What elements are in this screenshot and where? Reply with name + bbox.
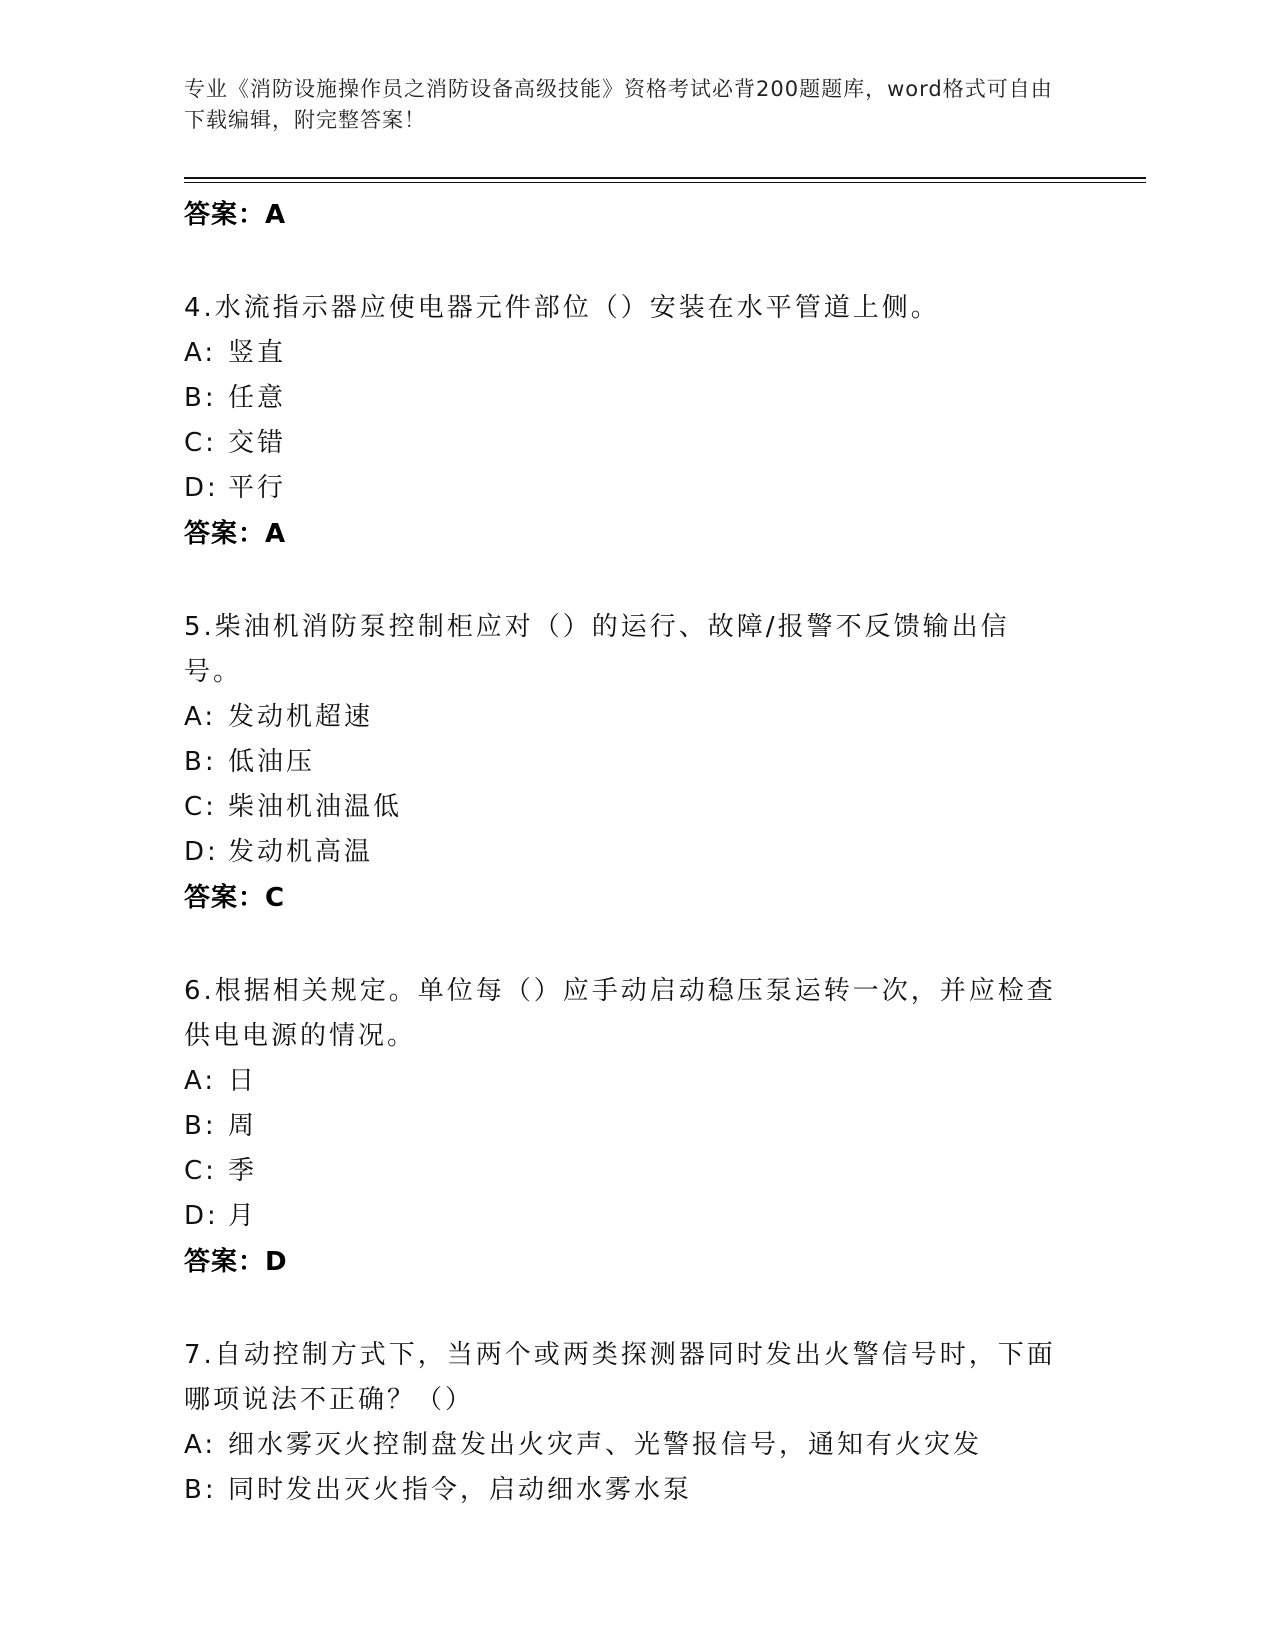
option-d	[184, 830, 1064, 875]
question-text: 5.柴油机消防泵控制柜应对（）的运行、故障/报警不反馈输出信号。	[184, 612, 1010, 687]
option-text: 细水雾灭火控制盘发出火灾声、光警报信号，通知有火灾发	[228, 1430, 983, 1460]
document-header: 专业《消防设施操作员之消防设备高级技能》资格考试必背200题题库，word格式可自由下载编辑，附完整答案！	[184, 77, 1053, 132]
question-text: 4.水流指示器应使电器元件部位（）安装在水平管道上侧。	[184, 293, 940, 323]
option-text: 竖直	[228, 338, 287, 368]
option-d	[184, 1194, 1064, 1239]
answer-value: D	[265, 1247, 288, 1277]
option-a	[184, 1059, 1064, 1104]
answer-line	[184, 1245, 1064, 1279]
option-key: D:	[184, 1201, 219, 1231]
question-5	[184, 605, 1064, 915]
question-text: 6.根据相关规定。单位每（）应手动启动稳压泵运转一次，并应检查供电电源的情况。	[184, 976, 1056, 1051]
option-text: 低油压	[228, 747, 316, 777]
answer-label: 答案：	[184, 1247, 266, 1277]
option-b	[184, 376, 1064, 421]
header-rule-thin	[184, 182, 1146, 183]
option-c	[184, 785, 1064, 830]
option-c	[184, 1149, 1064, 1194]
option-text: 季	[228, 1156, 258, 1186]
option-d	[184, 466, 1064, 511]
option-b	[184, 1468, 1064, 1513]
answer-label: 答案：	[184, 883, 266, 913]
option-b	[184, 1104, 1064, 1149]
option-key: A:	[184, 1430, 217, 1460]
option-text: 平行	[228, 473, 287, 503]
option-text: 日	[228, 1066, 258, 1096]
option-key: D:	[184, 837, 219, 867]
option-text: 任意	[228, 383, 287, 413]
option-text: 发动机高温	[228, 837, 374, 867]
header-rule-thick	[184, 177, 1146, 179]
option-text: 交错	[228, 428, 287, 458]
answer-value: A	[265, 200, 287, 230]
option-key: C:	[184, 792, 217, 822]
answer-line	[184, 517, 1064, 551]
question-text: 7.自动控制方式下，当两个或两类探测器同时发出火警信号时，下面哪项说法不正确？（）	[184, 1340, 1056, 1415]
option-c	[184, 421, 1064, 466]
answer-label: 答案：	[184, 200, 266, 230]
option-key: C:	[184, 1156, 217, 1186]
option-key: A:	[184, 338, 217, 368]
option-key: A:	[184, 1066, 217, 1096]
answer-line	[184, 198, 1064, 232]
answer-value: C	[265, 883, 286, 913]
question-6	[184, 969, 1064, 1279]
option-key: C:	[184, 428, 217, 458]
answer-line	[184, 881, 1064, 915]
question-4	[184, 286, 1064, 551]
option-key: B:	[184, 383, 217, 413]
option-key: D:	[184, 473, 219, 503]
option-key: B:	[184, 1475, 217, 1505]
option-key: A:	[184, 702, 217, 732]
option-text: 柴油机油温低	[228, 792, 403, 822]
option-text: 同时发出灭火指令，启动细水雾水泵	[228, 1475, 693, 1505]
option-a	[184, 1423, 1064, 1468]
answer-label: 答案：	[184, 519, 266, 549]
option-text: 发动机超速	[228, 702, 374, 732]
option-text: 月	[228, 1201, 258, 1231]
answer-value: A	[265, 519, 287, 549]
option-a	[184, 695, 1064, 740]
document-body	[184, 192, 1064, 1513]
option-b	[184, 740, 1064, 785]
option-key: B:	[184, 747, 217, 777]
question-7	[184, 1333, 1064, 1513]
option-a	[184, 331, 1064, 376]
option-text: 周	[228, 1111, 258, 1141]
option-key: B:	[184, 1111, 217, 1141]
